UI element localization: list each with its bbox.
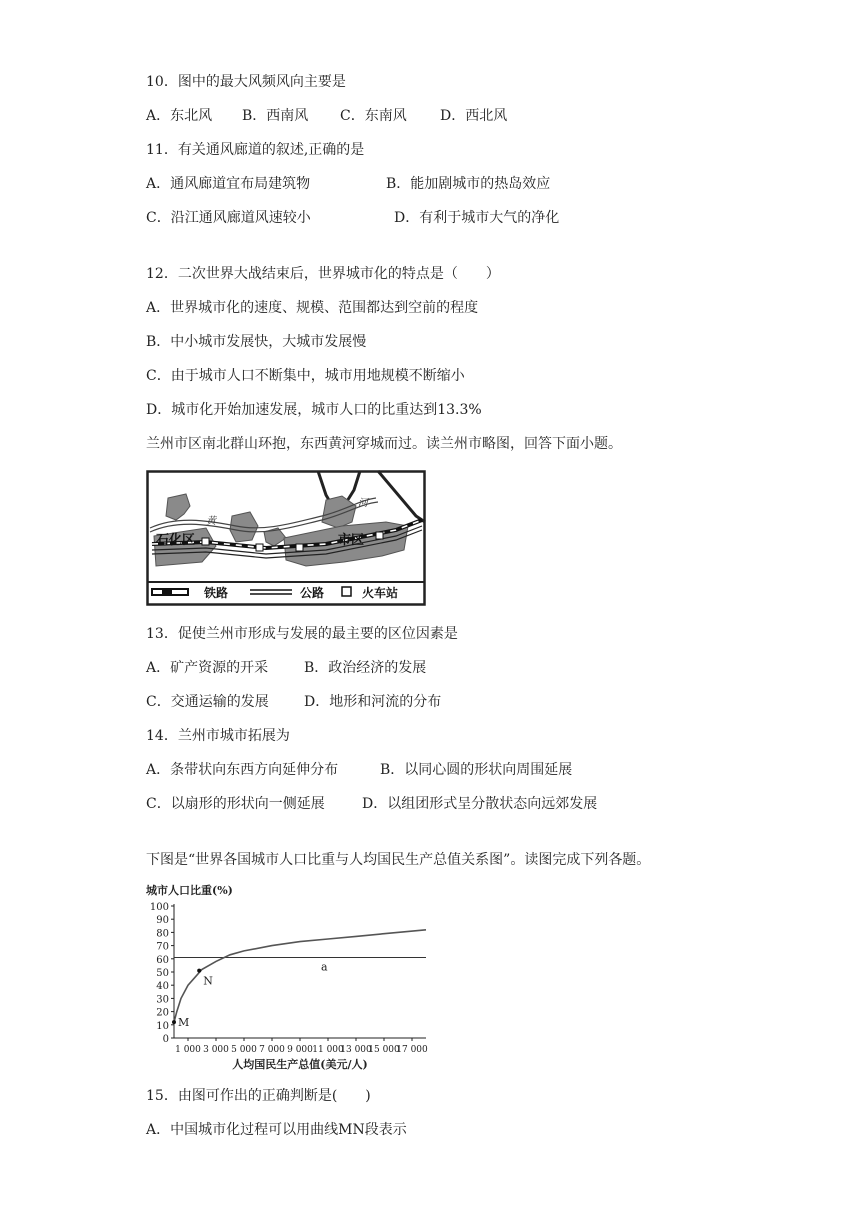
q12-option-b: B．中小城市发展快，大城市发展慢 [146,334,367,350]
x-tick-label: 5 000 [231,1045,257,1055]
lanzhou-intro: 兰州市区南北群山环抱，东西黄河穿城而过。读兰州市略图，回答下面小题。 [146,436,622,452]
chart-ylabel: 城市人口比重(%) [146,884,233,897]
y-tick-label: 70 [156,941,169,953]
q10-option-d: D．西北风 [440,108,508,124]
legend-station-symbol [342,587,351,596]
label-river-east: 河 [358,498,368,509]
y-tick-label: 30 [156,994,169,1006]
legend-railway-label: 铁路 [204,586,229,600]
q10-option-a: A．东北风 [146,108,213,124]
x-tick-label: 13 000 [340,1045,372,1055]
q13-option-d: D．地形和河流的分布 [304,694,442,710]
y-tick-label: 20 [156,1007,169,1019]
q12-option-d: D．城市化开始加速发展，城市人口的比重达到13.3% [146,402,482,418]
chart-intro: 下图是“世界各国城市人口比重与人均国民生产总值关系图”。读图完成下列各题。 [146,852,651,868]
q11-option-d: D．有利于城市大气的净化 [394,210,560,226]
q14-stem: 14．兰州市城市拓展为 [146,728,290,744]
q14-option-b: B．以同心圆的形状向周围延展 [380,762,573,778]
y-tick-label: 60 [156,954,169,966]
y-axis-ticks [150,902,174,1045]
q15-option-a: A．中国城市化过程可以用曲线MN段表示 [146,1122,407,1138]
y-tick-label: 100 [149,902,169,913]
y-tick-label: 90 [156,915,169,927]
x-tick-label: 9 000 [287,1045,313,1055]
point-m [172,1020,176,1024]
station-3 [296,544,303,551]
y-tick-label: 50 [156,968,169,979]
q10-stem: 10．图中的最大风频风向主要是 [146,74,346,90]
q12-option-a: A．世界城市化的速度、规模、范围都达到空前的程度 [146,300,479,316]
x-tick-label: 11 000 [312,1045,344,1055]
q10-option-c: C．东南风 [340,108,407,124]
label-petrochemical: 石化区 [156,533,196,548]
q13-option-c: C．交通运输的发展 [146,694,269,710]
point-label-m: M [178,1016,190,1030]
y-tick-label: 0 [162,1034,169,1045]
q12-option-c: C．由于城市人口不断集中，城市用地规模不断缩小 [146,368,465,384]
q14-option-c: C．以扇形的形状向一侧延展 [146,796,325,812]
q11-option-a: A．通风廊道宜布局建筑物 [146,176,311,192]
q15-stem: 15．由图可作出的正确判断是( ) [146,1088,371,1104]
q12-stem: 12．二次世界大战结束后，世界城市化的特点是（ ） [146,266,500,282]
y-tick-label: 40 [156,981,169,993]
legend-railway-fill [162,589,172,595]
chart-xlabel: 人均国民生产总值(美元/人) [232,1058,368,1071]
lanzhou-map [146,470,426,606]
y-tick-label: 10 [156,1020,169,1032]
q13-stem: 13．促使兰州市形成与发展的最主要的区位因素是 [146,626,458,642]
x-axis-ticks [175,1038,428,1055]
x-tick-label: 15 000 [368,1045,400,1055]
station-1 [202,538,209,545]
station-2 [256,544,263,551]
q10-option-b: B．西南风 [242,108,309,124]
legend-road-label: 公路 [300,586,325,600]
curve-points [172,969,213,1029]
q13-option-b: B．政治经济的发展 [304,660,427,676]
q11-option-c: C．沿江通风廊道风速较小 [146,210,311,226]
reference-line-label: a [321,960,328,974]
x-tick-label: 1 000 [175,1045,201,1055]
station-4 [376,532,383,539]
point-label-n: N [203,974,213,988]
label-city: 市区 [338,533,365,548]
q13-option-a: A．矿产资源的开采 [146,660,269,676]
q11-stem: 11．有关通风廊道的叙述,正确的是 [146,142,365,158]
y-tick-label: 80 [156,928,169,940]
x-tick-label: 17 000 [396,1045,428,1055]
label-river-west: 黄 [206,516,216,527]
q11-option-b: B．能加剧城市的热岛效应 [386,176,551,192]
x-tick-label: 3 000 [203,1045,229,1055]
q14-option-a: A．条带状向东西方向延伸分布 [146,762,339,778]
q14-option-d: D．以组团形式呈分散状态向远郊发展 [362,796,598,812]
urbanization-chart [140,882,458,1072]
point-n [197,969,201,973]
legend-station-label: 火车站 [362,586,399,600]
x-tick-label: 7 000 [259,1045,285,1055]
